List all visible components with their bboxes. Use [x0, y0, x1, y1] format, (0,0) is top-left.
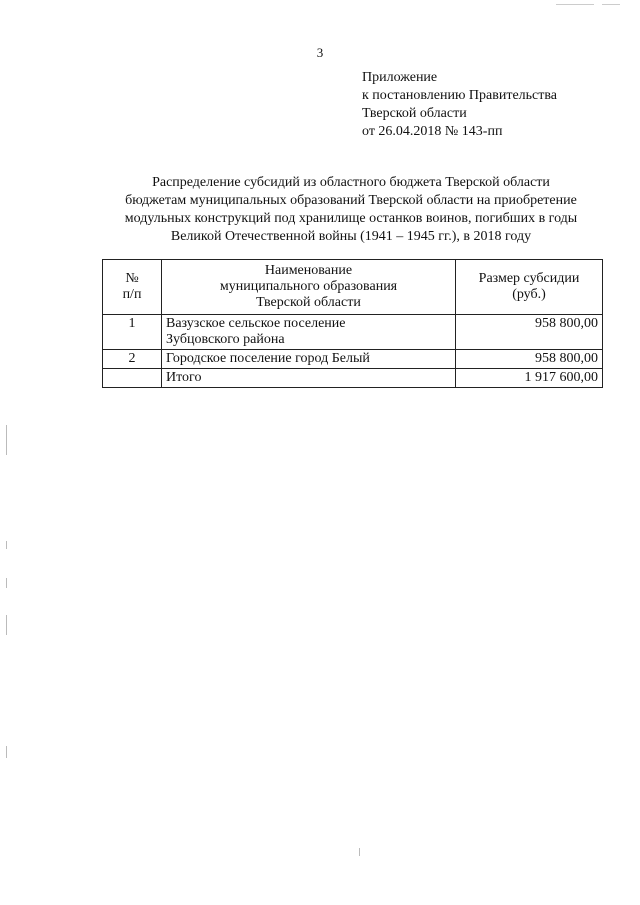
header-amount: [456, 260, 603, 315]
table-total-row: [103, 369, 603, 388]
header-text: Размер субсидии: [478, 271, 580, 286]
header-name: [162, 260, 456, 315]
scan-artifact: [6, 425, 7, 455]
header-text: п/п: [122, 287, 142, 302]
row-amount: 958 800,00: [456, 350, 603, 369]
header-text: (руб.): [512, 287, 546, 302]
scan-artifact: [359, 848, 360, 856]
row-name-text: Вазузское сельское поселение: [166, 316, 346, 331]
row-number: 1: [103, 315, 162, 350]
title-line: Великой Отечественной войны (1941 – 1945 гг.), в 2018 году: [170, 229, 532, 244]
appendix-line: Приложение: [362, 70, 438, 85]
scan-artifact: [6, 746, 7, 758]
table-row: [103, 350, 603, 369]
table-row: [103, 315, 603, 350]
row-amount: 958 800,00: [456, 315, 603, 350]
total-number-cell: [103, 369, 162, 388]
title-line: модульных конструкций под хранилище останков воинов, погибших в годы: [124, 211, 578, 226]
row-name-text: Зубцовского района: [166, 332, 285, 347]
appendix-line: к постановлению Правительства: [362, 88, 558, 103]
header-text: Тверской области: [256, 295, 361, 310]
appendix-block: [362, 69, 557, 141]
page-number: 3: [316, 45, 324, 60]
subsidy-table: [102, 259, 603, 388]
row-name: Городское поселение город Белый: [162, 350, 456, 369]
table-header-row: [103, 260, 603, 315]
row-number: 2: [103, 350, 162, 369]
document-title: [100, 174, 602, 246]
title-line: бюджетам муниципальных образований Тверской области на приобретение: [125, 193, 577, 208]
scan-artifact: [556, 4, 594, 5]
total-label: Итого: [162, 369, 456, 388]
scan-artifact: [6, 615, 7, 635]
appendix-line: Тверской области: [362, 106, 467, 121]
row-name: [162, 315, 456, 350]
header-number: [103, 260, 162, 315]
appendix-line: от 26.04.2018 № 143-пп: [362, 124, 503, 139]
header-text: №: [125, 271, 139, 286]
scan-artifact: [602, 4, 620, 5]
header-text: Наименование: [264, 263, 353, 278]
title-line: Распределение субсидий из областного бюджета Тверской области: [152, 175, 550, 190]
header-text: муниципального образования: [219, 279, 398, 294]
scan-artifact: [6, 578, 7, 588]
total-amount: 1 917 600,00: [456, 369, 603, 388]
scan-artifact: [6, 541, 7, 549]
